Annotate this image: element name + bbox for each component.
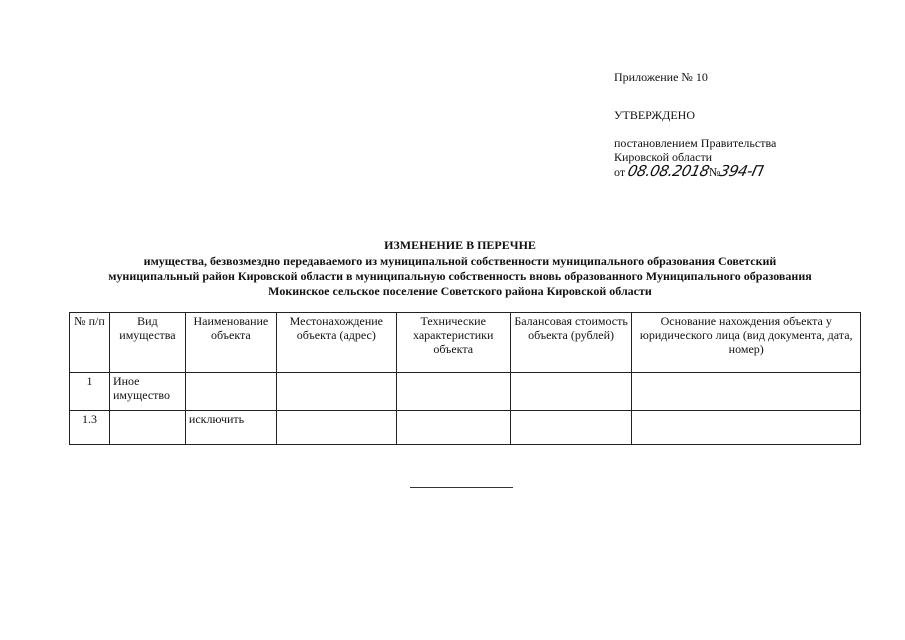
table-cell: Иное имущество	[109, 373, 185, 411]
date-prefix: от	[614, 165, 626, 179]
table-cell	[396, 373, 510, 411]
table-cell	[109, 411, 185, 445]
approved-label: УТВЕРЖДЕНО	[614, 108, 696, 122]
column-header-location: Местонахождение объекта (адрес)	[276, 313, 396, 373]
decree-line-2: Кировской области	[614, 150, 713, 164]
column-header-property-type: Вид имущества	[109, 313, 185, 373]
closing-separator-line	[410, 487, 513, 488]
handwritten-date: 08.08.2018	[626, 162, 711, 180]
column-header-specs: Технические характеристики объекта	[396, 313, 510, 373]
table-cell	[396, 411, 510, 445]
table-cell: исключить	[185, 411, 276, 445]
decree-date-line	[614, 164, 874, 179]
approval-block	[614, 70, 874, 179]
column-header-basis: Основание нахождения объекта у юридического лица (вид документа, дата, номер)	[632, 313, 861, 373]
title-main: ИЗМЕНЕНИЕ В ПЕРЕЧНЕ	[384, 238, 536, 252]
table-cell	[632, 411, 861, 445]
table-cell: 1.3	[70, 411, 110, 445]
column-header-object-name: Наименование объекта	[185, 313, 276, 373]
table-cell	[510, 373, 632, 411]
handwritten-number: 394-П	[718, 162, 766, 180]
table-cell	[185, 373, 276, 411]
table-row	[70, 373, 861, 411]
title-line-2: муниципальный район Кировской области в муниципальную собственность вновь образованного Муниципального образования	[108, 269, 812, 283]
decree-line-1: постановлением Правительства	[614, 136, 777, 150]
column-header-number: № п/п	[70, 313, 110, 373]
table-header-row	[70, 313, 861, 373]
title-line-1: имущества, безвозмездно передаваемого из муниципальной собственности муниципального образования Советский	[143, 254, 777, 268]
table-row	[70, 411, 861, 445]
property-table	[69, 312, 861, 445]
title-line-3: Мокинское сельское поселение Советского района Кировской области	[268, 284, 652, 298]
appendix-number: Приложение № 10	[614, 70, 708, 84]
column-header-book-value: Балансовая стоимость объекта (рублей)	[510, 313, 632, 373]
table-cell	[510, 411, 632, 445]
table-cell	[276, 411, 396, 445]
number-prefix: №	[708, 165, 721, 179]
table-cell: 1	[70, 373, 110, 411]
document-title	[60, 238, 860, 299]
table-cell	[632, 373, 861, 411]
table-cell	[276, 373, 396, 411]
